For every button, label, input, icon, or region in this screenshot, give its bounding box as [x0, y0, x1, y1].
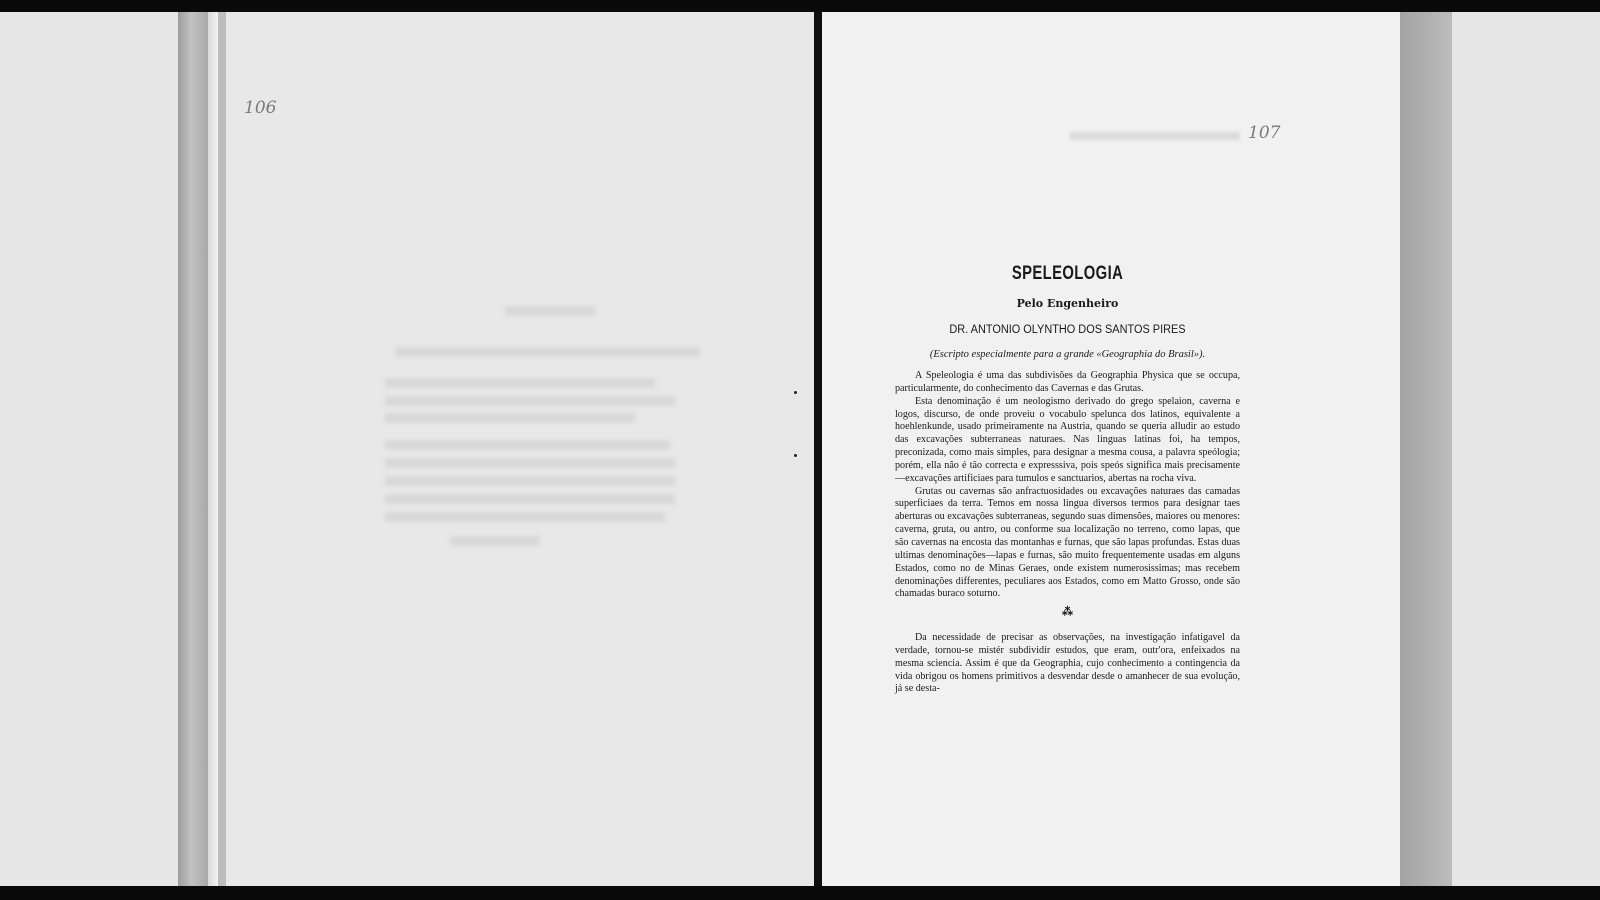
show-through-line [385, 494, 675, 504]
article-content [895, 263, 1240, 696]
right-page-number: 107 [1248, 123, 1281, 143]
show-through-running-head [1070, 132, 1240, 140]
binding-hole [794, 454, 797, 457]
show-through-line [450, 536, 540, 546]
left-page-number: 106 [244, 98, 277, 118]
show-through-title [505, 306, 595, 316]
paragraph: Da necessidade de precisar as observações, na investigação infatigavel da verdade, tornou-se mistér subdividir estudos, que eram, outr'ora, enfeixados na mesma sciencia. Assim é que da Geographia, cujo conhecimento a contingencia da vida obrigou os homens primitivos a desvendar desde o amanhecer de sua evolução, já se desta- [895, 632, 1240, 695]
paragraph: A Speleologia é uma das subdivisões da Geographia Physica que se occupa, particularmente, do conhecimento das Cavernas e das Grutas. [895, 370, 1240, 394]
binding-hole [794, 391, 797, 394]
show-through-line [385, 458, 675, 468]
outer-left-margin [0, 12, 178, 886]
show-through-line [385, 378, 655, 388]
paragraph: Esta denominação é um neologismo derivado do grego spelaion, caverna e logos, discurso, de onde proveiu o vocabulo spelunca dos latinos, equivalente a hoehlenkunde, usado primeiramente na Austria, quando se queria alludir ao estudo das excavações subterraneas naturaes. Nas linguas latinas foi, ha tempos, preconizada, como mais simples, para designar a mesma cousa, a palavra speólogia; porém, ella não é tão correcta e expresssiva, pois speós significa mais precisamente—excavações artificiaes para tumulos e sanctuarios, abertas na rocha viva. [895, 395, 1240, 484]
show-through-line [385, 396, 675, 406]
show-through-line [385, 440, 670, 450]
book-edge-shadow-left [178, 12, 208, 886]
scan-top-border [0, 0, 1600, 12]
show-through-line [385, 413, 635, 423]
article-title: SPELEOLOGIA [1011, 263, 1124, 284]
outer-right-margin [1452, 12, 1600, 886]
show-through-line [385, 512, 665, 522]
article-note: (Escripto especialmente para a grande «Geographia do Brasil»). [929, 349, 1206, 360]
show-through-line [385, 476, 675, 486]
article-byline: Pelo Engenheiro [1016, 297, 1119, 310]
book-edge-shadow-right [1400, 12, 1452, 886]
scan-bottom-border [0, 886, 1600, 900]
show-through-subtitle [395, 347, 700, 357]
left-gutter [218, 12, 226, 886]
paragraph: Grutas ou cavernas são anfractuosidades ou excavações naturaes das camadas superficiaes da terra. Temos em nossa lingua diversos termos para designar taes aberturas ou excavações subterraneas, segundo suas dimensões, maiores ou menores: caverna, gruta, ou antro, ou conforme sua localização no terreno, como lapas, que são cavernas na encosta das montanhas e furnas, que são lapas profundas. Estas duas ultimas denominações—lapas e furnas, são muito frequentemente usadas em alguns Estados, como no de Minas Geraes, onde existem numerosissimas; mas recebem denominações differentes, peculiares aos Estados, como em Matto Grosso, onde são chamadas buraco soturno. [895, 485, 1240, 600]
article-author: DR. ANTONIO OLYNTHO DOS SANTOS PIRES [949, 324, 1186, 336]
section-separator: ⁂ [1062, 606, 1073, 619]
article-body [895, 370, 1240, 696]
center-gutter [814, 12, 822, 886]
page-edge-left [208, 12, 218, 886]
